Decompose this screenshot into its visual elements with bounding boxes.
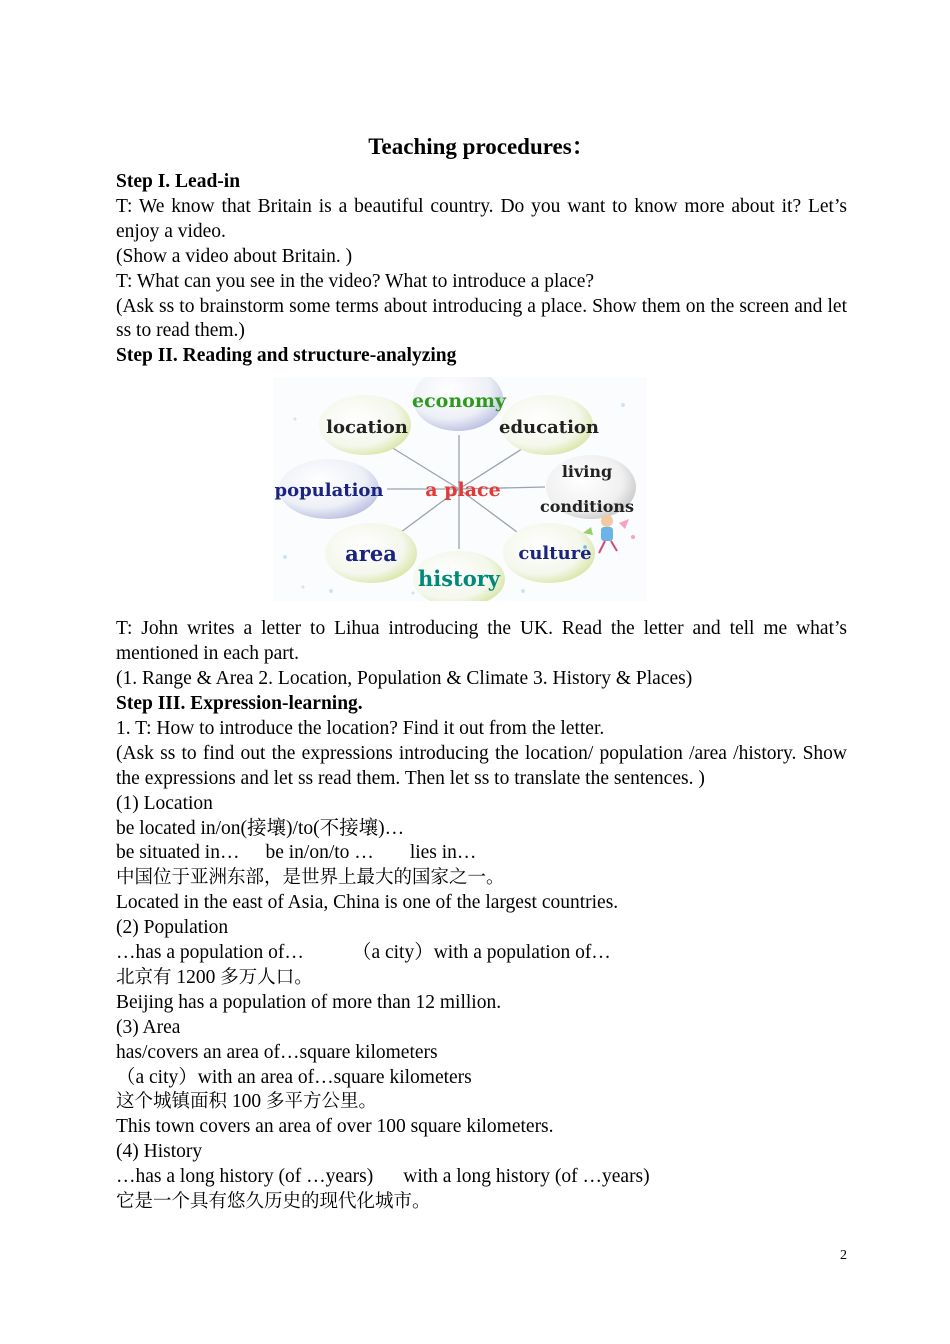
population-heading: (2) Population bbox=[116, 917, 229, 939]
area-expression-1: has/covers an area of…square kilometers bbox=[116, 1041, 438, 1063]
population-zh-post: 多万人口。 bbox=[220, 966, 313, 988]
mind-map-diagram bbox=[273, 377, 647, 601]
population-expression-1 bbox=[116, 941, 847, 966]
area-zh-number: 100 bbox=[231, 1091, 262, 1113]
step3-paragraph-2: (Ask ss to find out the expressions introducing the location/ population /area /history. Show the expressions and let ss read them. Then let ss to translate the sentences. ) bbox=[116, 742, 847, 789]
area-heading: (3) Area bbox=[116, 1016, 181, 1038]
step1-paragraph-4: (Ask ss to brainstorm some terms about introducing a place. Show them on the screen and let ss to read them.) bbox=[116, 295, 847, 342]
culture-label: culture bbox=[518, 543, 592, 565]
step2-paragraph-2: (1. Range & Area 2. Location, Population & Climate 3. History & Places) bbox=[116, 668, 693, 690]
history-expression-1b: with a long history (of …years) bbox=[403, 1166, 650, 1188]
step1-heading: Step I. Lead-in bbox=[116, 171, 241, 192]
page-content bbox=[116, 132, 847, 1215]
history-heading: (4) History bbox=[116, 1141, 203, 1163]
population-chinese-sentence bbox=[116, 966, 847, 991]
area-zh-post: 多平方公里。 bbox=[266, 1091, 378, 1113]
location-label: location bbox=[326, 417, 408, 439]
location-english-sentence: Located in the east of Asia, China is one of the largest countries. bbox=[116, 892, 619, 914]
history-expression-1 bbox=[116, 1165, 847, 1190]
location-expression-2 bbox=[116, 841, 847, 866]
location-expression-1: be located in/on(接壤)/to(不接壤)… bbox=[116, 817, 405, 839]
history-expression-1a: …has a long history (of …years) bbox=[116, 1166, 374, 1188]
population-zh-number: 1200 bbox=[176, 966, 216, 988]
step1-paragraph-1: T: We know that Britain is a beautiful country. Do you want to know more about it? Let’s enjoy a video. bbox=[116, 195, 847, 242]
mind-map-figure bbox=[116, 377, 847, 611]
area-zh-pre: 这个城镇面积 bbox=[116, 1091, 228, 1113]
location-expression-2a: be situated in… bbox=[116, 842, 240, 864]
page-title: Teaching procedures： bbox=[368, 134, 595, 159]
step1-paragraph-3: T: What can you see in the video? What to introduce a place? bbox=[116, 270, 595, 292]
history-chinese-sentence: 它是一个具有悠久历史的现代化城市。 bbox=[116, 1191, 431, 1213]
step2-heading: Step II. Reading and structure-analyzing bbox=[116, 345, 457, 367]
education-label: education bbox=[499, 417, 599, 439]
location-heading: (1) Location bbox=[116, 792, 213, 814]
location-chinese-sentence: 中国位于亚洲东部，是世界上最大的国家之一。 bbox=[116, 867, 505, 889]
history-label: history bbox=[417, 566, 501, 592]
center-label: a place bbox=[425, 479, 501, 502]
step3-heading: Step III. Expression-learning. bbox=[116, 692, 363, 714]
population-zh-pre: 北京有 bbox=[116, 966, 172, 988]
area-label: area bbox=[345, 541, 397, 567]
population-expression-1a: …has a population of… bbox=[116, 942, 304, 964]
step2-paragraph-1: T: John writes a letter to Lihua introducing the UK. Read the letter and tell me what’s mentioned in each part. bbox=[116, 618, 847, 665]
location-expression-2b: be in/on/to … bbox=[265, 842, 374, 864]
location-expression-2c: lies in… bbox=[409, 842, 477, 864]
conditions-label: conditions bbox=[539, 497, 635, 517]
area-chinese-sentence bbox=[116, 1090, 847, 1115]
step1-paragraph-2: (Show a video about Britain. ) bbox=[116, 245, 353, 267]
population-english-sentence: Beijing has a population of more than 12 million. bbox=[116, 991, 502, 1013]
economy-label: economy bbox=[412, 390, 506, 413]
area-english-sentence: This town covers an area of over 100 square kilometers. bbox=[116, 1116, 554, 1138]
living-label: living bbox=[561, 462, 613, 482]
population-expression-1b: （a city）with a population of… bbox=[351, 942, 611, 964]
page-number: 2 bbox=[840, 1248, 847, 1263]
population-label: population bbox=[274, 480, 384, 502]
area-expression-2: （a city）with an area of…square kilometers bbox=[116, 1066, 472, 1088]
step3-paragraph-1: 1. T: How to introduce the location? Find it out from the letter. bbox=[116, 717, 605, 739]
